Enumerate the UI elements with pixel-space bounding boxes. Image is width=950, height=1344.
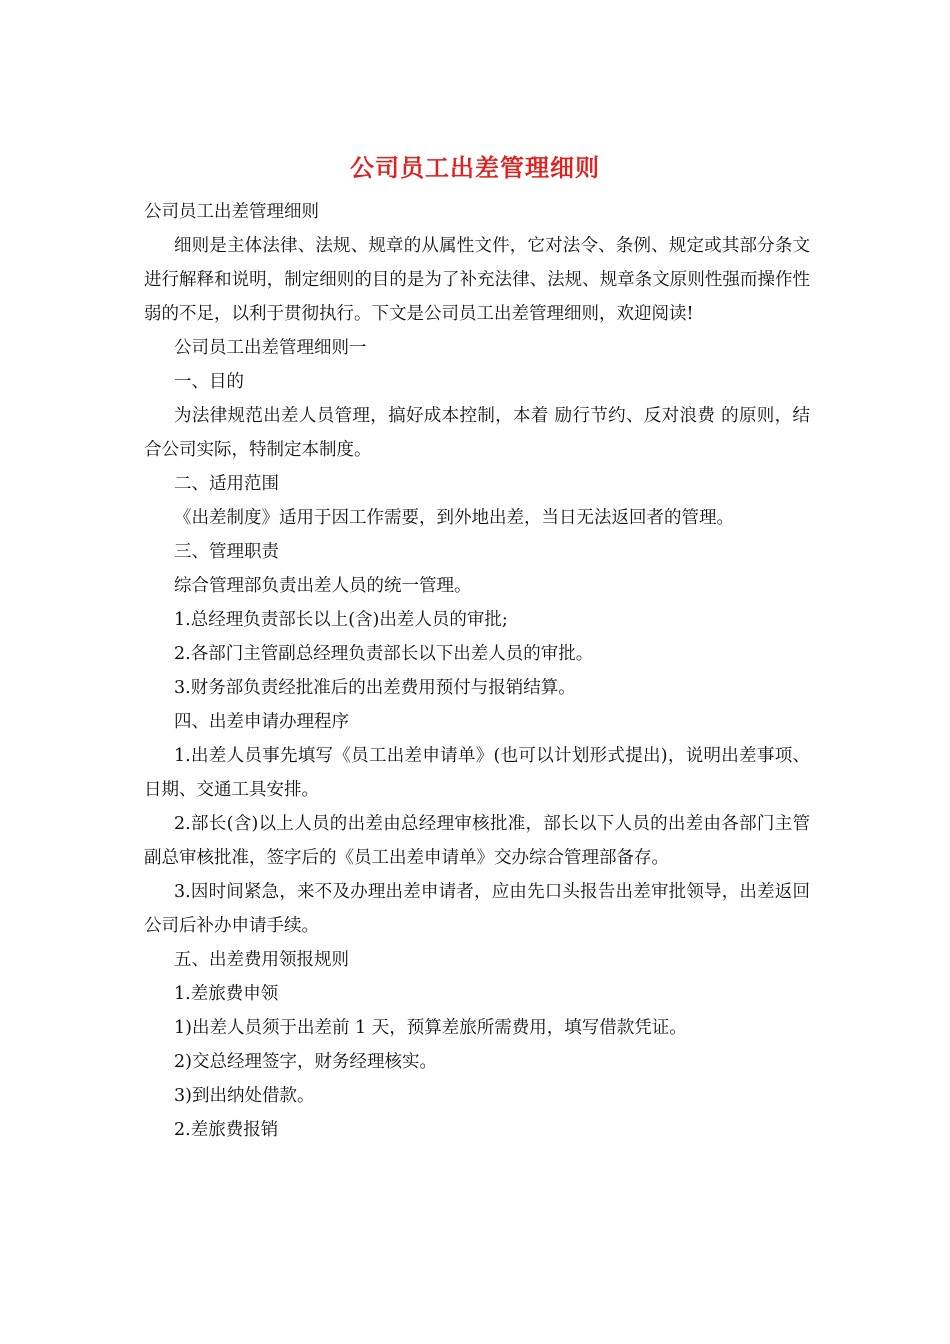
paragraph: 公司员工出差管理细则 bbox=[144, 202, 319, 222]
paragraph: 1.总经理负责部长以上(含)出差人员的审批; bbox=[174, 610, 508, 630]
paragraph: 细则是主体法律、法规、规章的从属性文件，它对法令、条例、规定或其部分条文进行解释和说明，制定细则的目的是为了补充法律、法规、规章条文原则性强而操作性弱的不足，以利于贯彻执行。下文是公司员工出差管理细则，欢迎阅读! bbox=[144, 236, 810, 324]
paragraph: 3)到出纳处借款。 bbox=[174, 1086, 315, 1106]
paragraph: 2.部长(含)以上人员的出差由总经理审核批准，部长以下人员的出差由各部门主管副总审核批准，签字后的《员工出差申请单》交办综合管理部备存。 bbox=[144, 814, 810, 868]
paragraph: 2)交总经理签字，财务经理核实。 bbox=[174, 1052, 437, 1072]
paragraph: 1.差旅费申领 bbox=[174, 984, 279, 1004]
paragraph: 1)出差人员须于出差前 1 天，预算差旅所需费用，填写借款凭证。 bbox=[174, 1018, 687, 1038]
paragraph: 《出差制度》适用于因工作需要，到外地出差，当日无法返回者的管理。 bbox=[174, 508, 734, 528]
paragraph: 3.财务部负责经批准后的出差费用预付与报销结算。 bbox=[174, 678, 576, 698]
document-body bbox=[144, 195, 810, 1147]
paragraph: 综合管理部负责出差人员的统一管理。 bbox=[174, 576, 472, 596]
paragraph: 五、出差费用领报规则 bbox=[174, 950, 349, 970]
paragraph: 公司员工出差管理细则一 bbox=[174, 338, 367, 358]
paragraph: 2.各部门主管副总经理负责部长以下出差人员的审批。 bbox=[174, 644, 594, 664]
paragraph: 三、管理职责 bbox=[174, 542, 279, 562]
paragraph: 一、目的 bbox=[174, 372, 244, 392]
paragraph: 为法律规范出差人员管理，搞好成本控制，本着 励行节约、反对浪费 的原则，结合公司实际，特制定本制度。 bbox=[144, 406, 810, 460]
paragraph: 1.出差人员事先填写《员工出差申请单》(也可以计划形式提出)，说明出差事项、日期、交通工具安排。 bbox=[144, 746, 810, 800]
paragraph: 2.差旅费报销 bbox=[174, 1120, 279, 1140]
paragraph: 四、出差申请办理程序 bbox=[174, 712, 349, 732]
paragraph: 二、适用范围 bbox=[174, 474, 279, 494]
paragraph: 3.因时间紧急，来不及办理出差申请者，应由先口头报告出差审批领导，出差返回公司后补办申请手续。 bbox=[144, 882, 810, 936]
document-title: 公司员工出差管理细则 bbox=[350, 153, 600, 182]
